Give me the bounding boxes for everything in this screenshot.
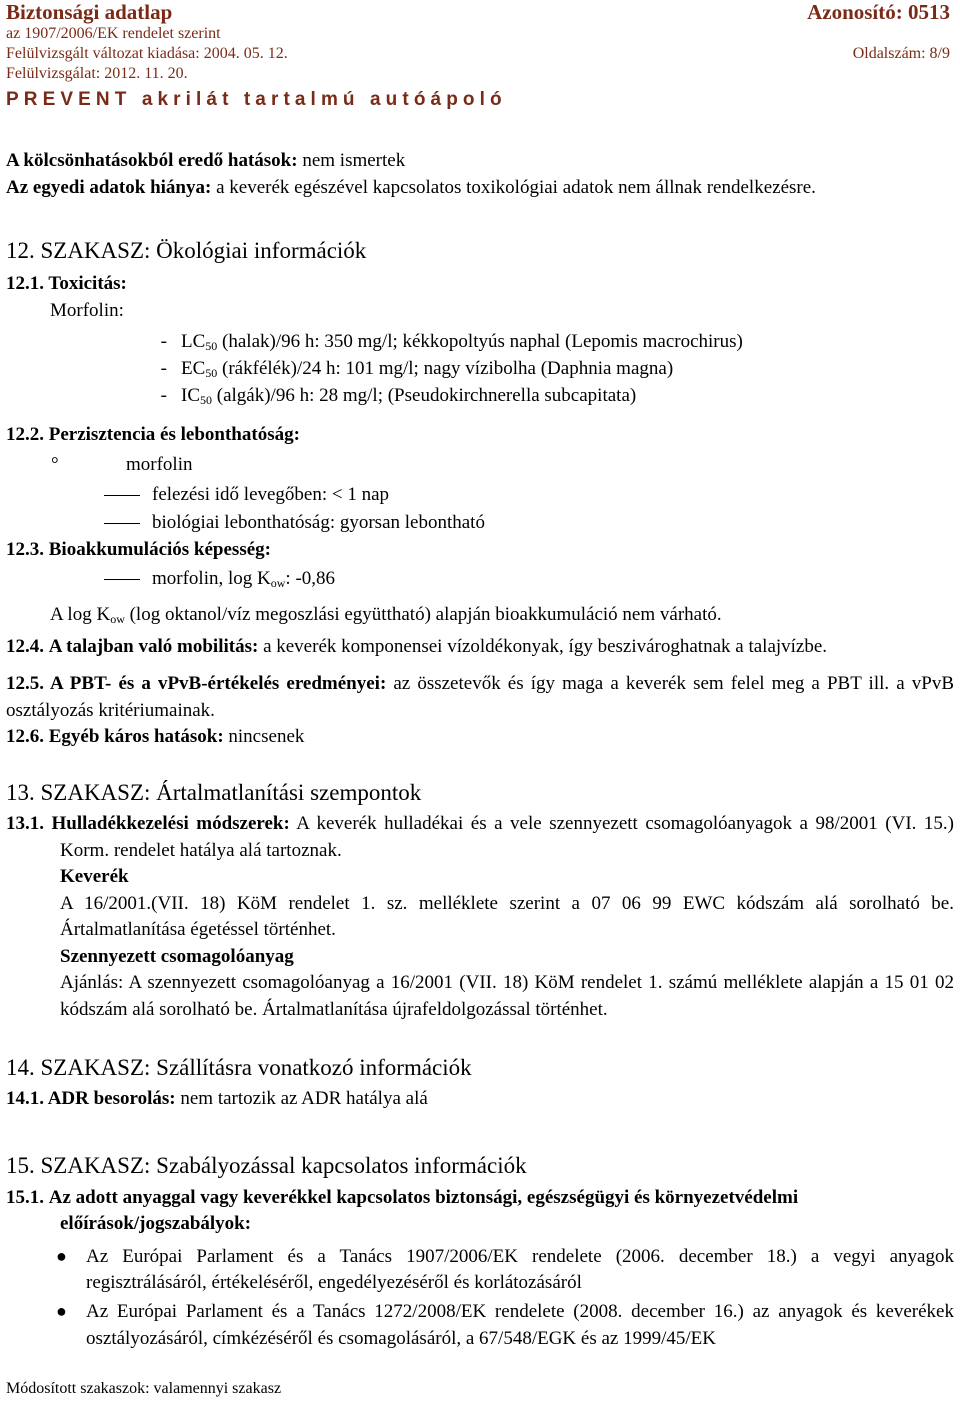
list-item: - $IC_{50}$ (algák)/96 h: 28 mg/l; (Pseudokirchnerella subcapitata) [160, 384, 637, 407]
dash-marker [104, 523, 140, 524]
other-effects-label: 12.6. Egyéb káros hatások: [6, 726, 224, 748]
list-item: ● Az Európai Parlament és a Tanács 1907/2006/EK rendelete (2006. december 18.) a vegyi anyagok regisztrálásáról, értékeléséről, engedélyezéséről és korlátozásáról [6, 1244, 954, 1297]
regulation-reference: az 1907/2006/EK rendelet szerint [6, 25, 221, 42]
list-item: biológiai lebonthatóság: gyorsan lebontható [6, 509, 954, 537]
morfolin-label: Morfolin: [50, 299, 124, 321]
list-item: - $EC_{50}$ (rákfélék)/24 h: 101 mg/l; nagy vízibolha (Daphnia magna) [160, 357, 674, 380]
section-12-title: 12. SZAKASZ: Ökológiai információk [6, 238, 367, 264]
mobility-paragraph: 12.4. A talajban való mobilitás: a keverék komponensei vízoldékonyak, így beszivároghatnak a talajvízbe. [6, 636, 828, 658]
mixture-text: A 16/2001.(VII. 18) KöM rendelet 1. sz. melléklete szerint a 07 06 99 EWC kódszám alá sorolható be. Ártalmatlanítása égetéssel történhet. [60, 892, 954, 941]
page-number: Oldalszám: 8/9 [852, 45, 950, 62]
list-item: - $LC_{50}$ (halak)/96 h: 350 mg/l; kékkopoltyús naphal (Lepomis macrochirus) [160, 330, 743, 353]
pbt-paragraph: 12.5. A PBT- és a vPvB-értékelés eredményei: az összetevők és így maga a keverék sem felel meg a PBT ill. a vPvB osztályozás kritériumainak. [6, 672, 954, 721]
section-14-title: 14. SZAKASZ: Szállításra vonatkozó információk [6, 1054, 472, 1080]
mobility-label: A talajban való mobilitás: [48, 636, 259, 658]
other-effects-line: 12.6. Egyéb káros hatások: nincsenek [6, 726, 305, 748]
waste-paragraph: 13.1. Hulladékkezelési módszerek: A keverék hulladékai és a vele szennyezett csomagolóanyagok a 98/2001 (VI. 15.) Korm. rendelet hatálya alá tartoznak. [6, 812, 954, 861]
regulations-list [6, 1244, 954, 1352]
page-header [6, 0, 950, 114]
regulations-heading: 15.1. Az adott anyaggal vagy keverékkel kapcsolatos biztonsági, egészségügyi és környezetvédelmi előírások/jogszabályok: [6, 1186, 799, 1235]
section-15-title: 15. SZAKASZ: Szabályozással kapcsolatos információk [6, 1153, 527, 1179]
list-item: ● Az Európai Parlament és a Tanács 1272/2008/EK rendelete (2008. december 16.) az anyagok és keverékek osztályozásáról, címkézéséről és csomagolásáról, a 67/548/EGK és az 1999/45/EK [6, 1299, 954, 1352]
packaging-text: Ajánlás: A szennyezett csomagolóanyag a 16/2001 (VII. 18) KöM rendelet 1. számú melléklete alapján a 15 01 02 kódszám alá sorolható be. Ártalmatlanítása újrafeldolgozással történhet. [60, 972, 954, 1021]
adr-line: 14.1. ADR besorolás: nem tartozik az ADR hatálya alá [6, 1087, 428, 1109]
persistence-substance: ° morfolin [6, 452, 954, 481]
persistence-heading: 12.2. Perzisztencia és lebonthatóság: [6, 423, 300, 445]
bioaccumulation-heading: 12.3. Bioakkumulációs képesség: [6, 539, 271, 561]
interactions-value: nem ismertek [297, 150, 406, 171]
revised-version: Felülvizsgált változat kiadása: 2004. 05. 12. [6, 45, 288, 62]
list-item: felezési idő levegőben: < 1 nap [6, 481, 954, 509]
footer-modified-sections: Módosított szakaszok: valamennyi szakasz [6, 1379, 282, 1397]
waste-details [6, 864, 954, 1024]
list-item: morfolin, $\log K_{ow}$: -0,86 [6, 564, 954, 596]
adr-label: 14.1. ADR besorolás: [6, 1087, 176, 1109]
bullet-icon: ● [56, 1245, 67, 1266]
missing-data-label: Az egyedi adatok hiánya: [6, 176, 212, 198]
mixture-heading: Keverék [60, 866, 129, 888]
product-name: PREVENT akrilát tartalmú autóápoló [6, 89, 507, 110]
review-date: Felülvizsgálat: 2012. 11. 20. [6, 65, 188, 82]
waste-label: Hulladékkezelési módszerek: [51, 812, 290, 834]
dash-marker [104, 495, 140, 496]
interactions-label: A kölcsönhatásokból eredő hatások: [6, 150, 298, 171]
bioaccumulation-note: A $\log K_{ow}$ (log oktanol/víz megoszlási együttható) alapján bioakkumuláció nem várható. [50, 603, 722, 626]
missing-data-line [6, 175, 954, 202]
interactions-line [6, 148, 954, 175]
toxicity-list [6, 329, 954, 410]
dash-marker [104, 579, 140, 580]
bullet-icon: ● [56, 1301, 67, 1321]
pbt-label: 12.5. A PBT- és a vPvB-értékelés eredményei: [6, 672, 387, 694]
toxicity-heading: 12.1. Toxicitás: [6, 273, 127, 295]
packaging-heading: Szennyezett csomagolóanyag [60, 945, 294, 967]
section-13-title: 13. SZAKASZ: Ártalmatlanítási szempontok [6, 779, 422, 805]
missing-data-value: a keverék egészével kapcsolatos toxikológiai adatok nem állnak rendelkezésre. [211, 176, 816, 198]
document-title: Biztonsági adatlap [6, 0, 173, 24]
page-content [6, 148, 954, 1354]
degree-marker: ° [51, 454, 59, 476]
document-id: Azonosító: 0513 [807, 0, 950, 24]
